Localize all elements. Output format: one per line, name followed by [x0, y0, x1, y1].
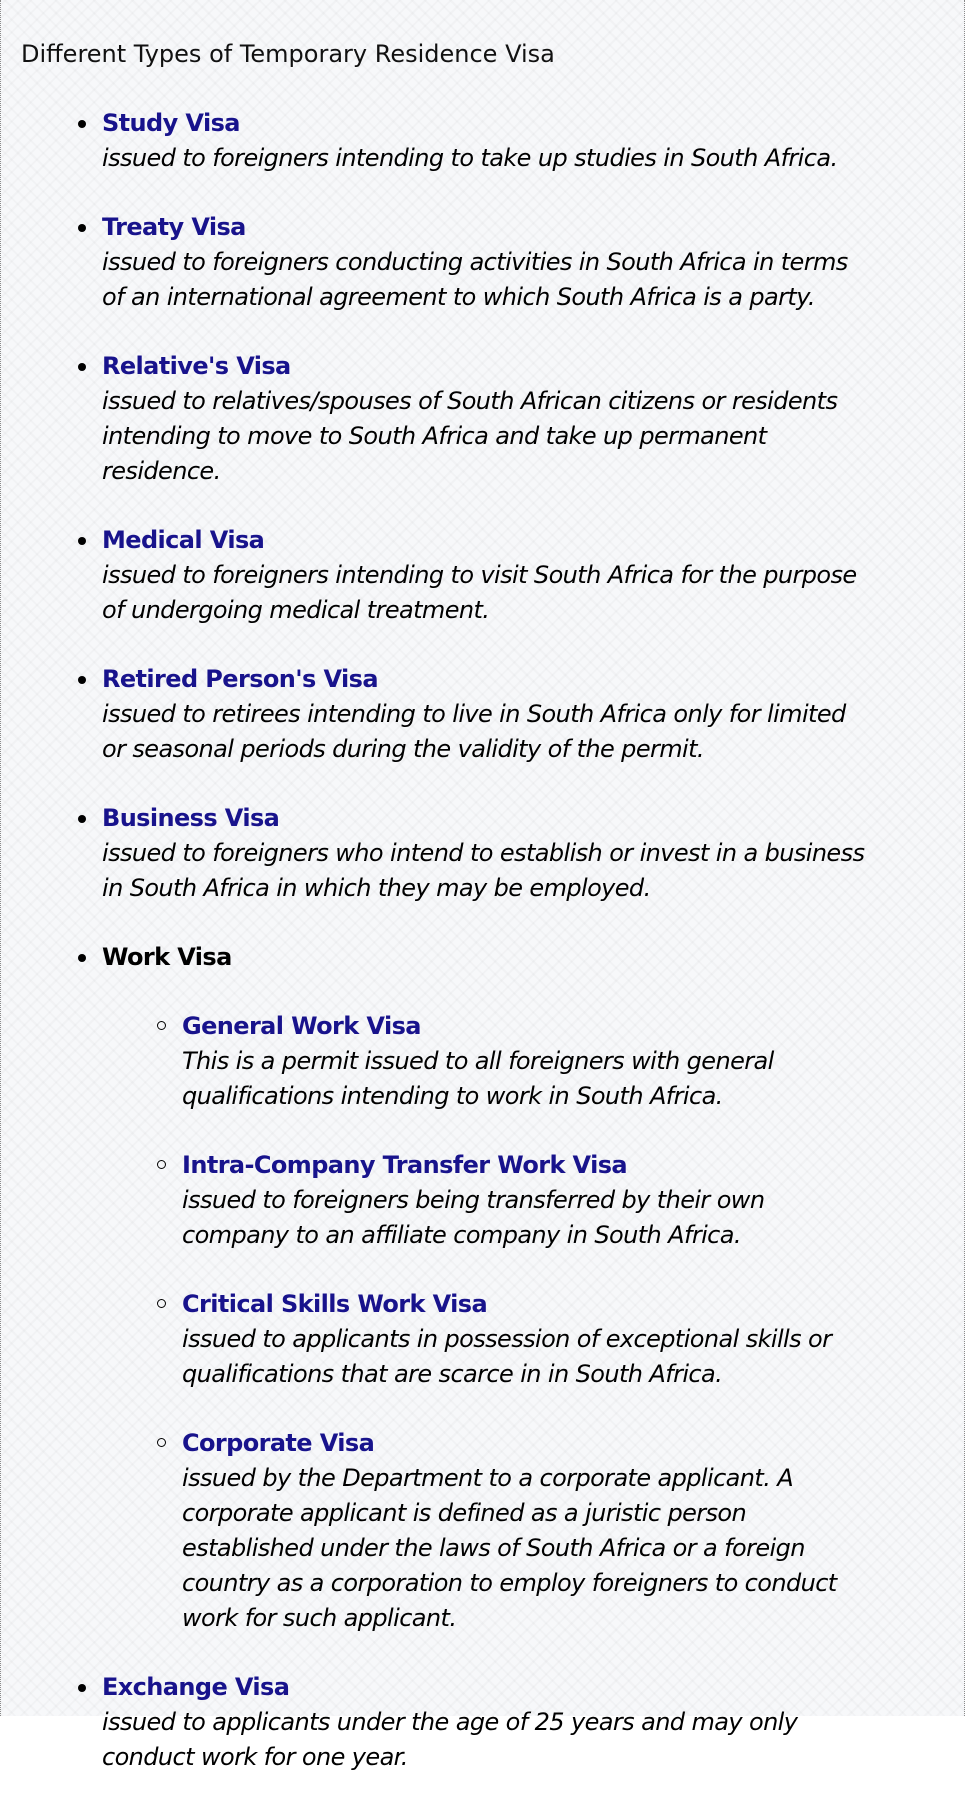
retired-persons-visa-description: issued to retirees intending to live in South Africa only for limited or seasonal periods during the validity of the permit.: [102, 700, 846, 763]
list-item-retired-persons-visa: [102, 662, 865, 767]
list-item-study-visa: [102, 106, 865, 176]
intra-company-transfer-visa-link[interactable]: Intra-Company Transfer Work Visa: [182, 1151, 628, 1179]
treaty-visa-link[interactable]: Treaty Visa: [102, 213, 246, 241]
list-item-treaty-visa: [102, 210, 865, 315]
critical-skills-visa-link[interactable]: Critical Skills Work Visa: [182, 1290, 488, 1318]
sublist-item-critical-skills-visa: [182, 1287, 865, 1392]
business-visa-description: issued to foreigners who intend to establish or invest in a business in South Africa in which they may be employed.: [102, 839, 865, 902]
general-work-visa-link[interactable]: General Work Visa: [182, 1012, 421, 1040]
list-item-medical-visa: [102, 523, 865, 628]
list-item-business-visa: [102, 801, 865, 906]
medical-visa-link[interactable]: Medical Visa: [102, 526, 265, 554]
page-heading: Different Types of Temporary Residence Visa: [21, 40, 555, 68]
general-work-visa-description: This is a permit issued to all foreigners with general qualifications intending to work in South Africa.: [182, 1047, 774, 1110]
medical-visa-description: issued to foreigners intending to visit South Africa for the purpose of undergoing medical treatment.: [102, 561, 857, 624]
intra-company-transfer-visa-description: issued to foreigners being transferred by their own company to an affiliate company in South Africa.: [182, 1186, 765, 1249]
sublist-item-general-work-visa: [182, 1009, 865, 1114]
exchange-visa-link[interactable]: Exchange Visa: [102, 1673, 290, 1701]
business-visa-link[interactable]: Business Visa: [102, 804, 280, 832]
list-item-relatives-visa: [102, 349, 865, 489]
corporate-visa-link[interactable]: Corporate Visa: [182, 1429, 375, 1457]
sublist-item-intra-company-transfer-visa: [182, 1148, 865, 1253]
work-visa-sublist: [102, 1009, 865, 1636]
sublist-item-corporate-visa: [182, 1426, 865, 1636]
exchange-visa-description: issued to applicants under the age of 25 years and may only conduct work for one year.: [102, 1708, 798, 1771]
relatives-visa-description: issued to relatives/spouses of South African citizens or residents intending to move to South Africa and take up permanent residence.: [102, 387, 838, 485]
work-visa-heading: Work Visa: [102, 943, 232, 971]
list-item-exchange-visa: [102, 1670, 865, 1775]
critical-skills-visa-description: issued to applicants in possession of exceptional skills or qualifications that are scarce in in South Africa.: [182, 1325, 832, 1388]
visa-list: [1, 106, 865, 1809]
treaty-visa-description: issued to foreigners conducting activities in South Africa in terms of an international agreement to which South Africa is a party.: [102, 248, 848, 311]
study-visa-description: issued to foreigners intending to take up studies in South Africa.: [102, 144, 838, 172]
study-visa-link[interactable]: Study Visa: [102, 109, 240, 137]
relatives-visa-link[interactable]: Relative's Visa: [102, 352, 291, 380]
corporate-visa-description: issued by the Department to a corporate applicant. A corporate applicant is defined as a juristic person established under the laws of South Africa or a foreign country as a corporation to employ foreigners to conduct work for such applicant.: [182, 1464, 837, 1632]
retired-persons-visa-link[interactable]: Retired Person's Visa: [102, 665, 378, 693]
list-item-work-visa: [102, 940, 865, 1636]
